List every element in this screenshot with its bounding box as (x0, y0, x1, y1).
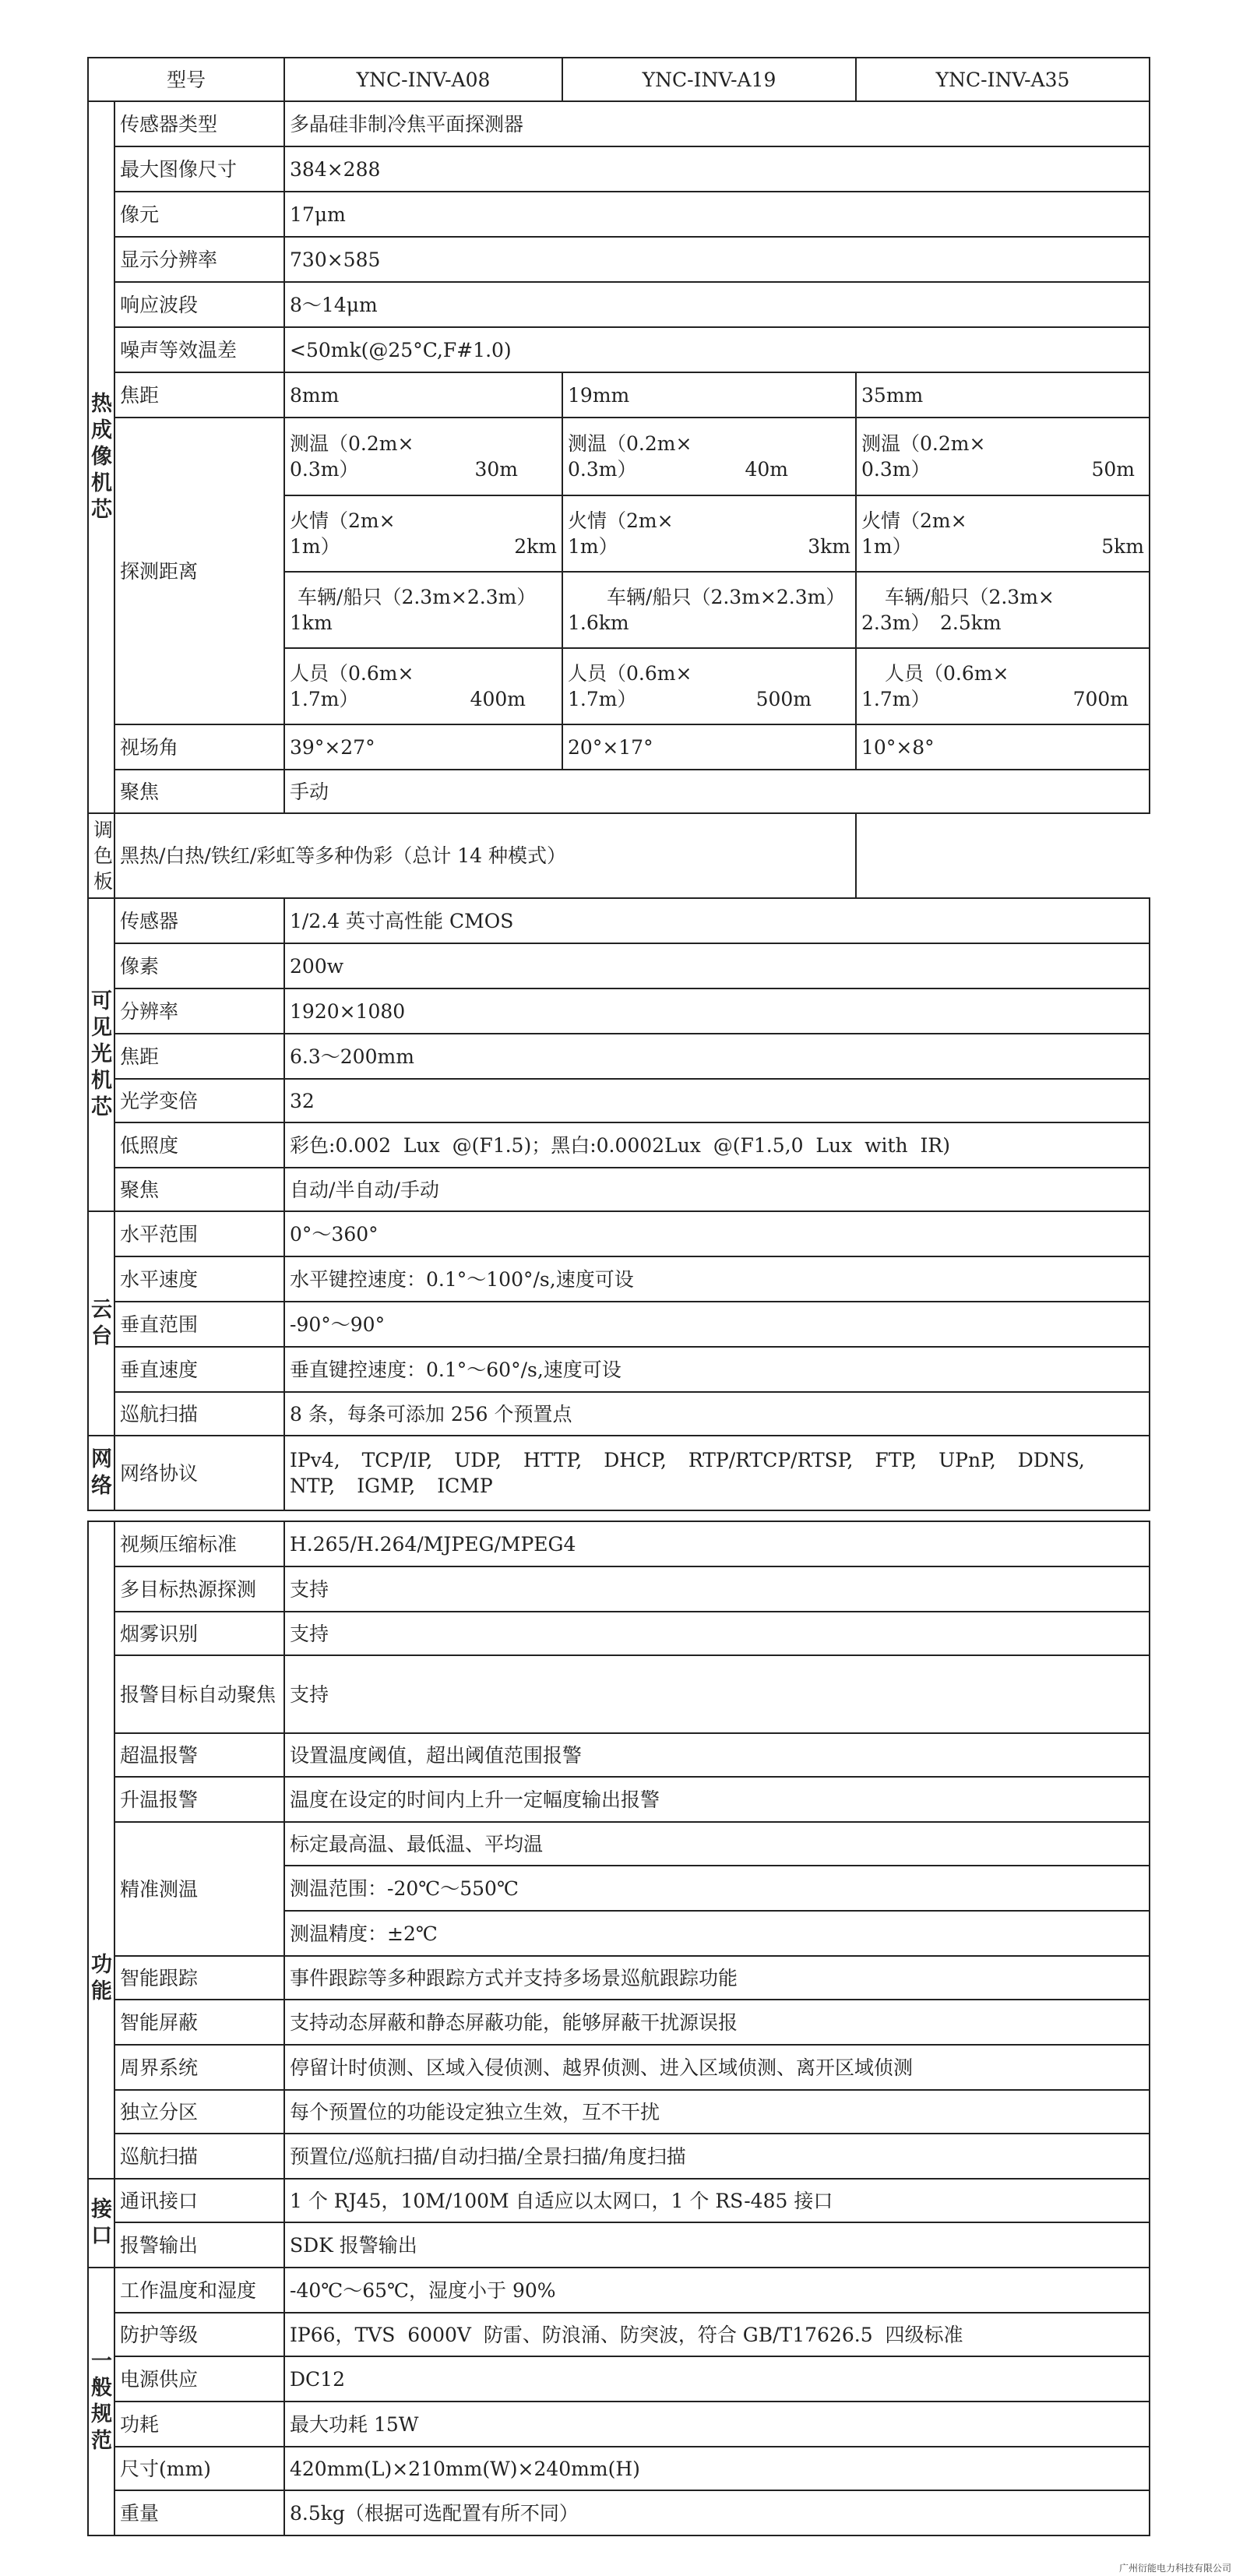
value-sensor-type: 多晶硅非制冷焦平面探测器 (284, 101, 1150, 146)
detect-temp-a19: 测温（0.2m× 0.3m） 40m (562, 418, 856, 495)
value-visible-sensor: 1/2.4 英寸高性能 CMOS (284, 898, 1150, 943)
label-ptz-cruise: 巡航扫描 (114, 1392, 284, 1436)
value-band: 8～14μm (284, 282, 1150, 327)
label-env: 工作温度和湿度 (114, 2268, 284, 2313)
value-smoke: 支持 (284, 1612, 1150, 1655)
label-network-protocol: 网络协议 (114, 1436, 284, 1510)
model-a19: YNC-INV-A19 (562, 58, 856, 101)
value-visible-resolution: 1920×1080 (284, 988, 1150, 1034)
label-autofocus: 报警目标自动聚焦 (114, 1655, 284, 1733)
label-h-speed: 水平速度 (114, 1256, 284, 1302)
detect-person-a08: 人员（0.6m× 1.7m） 400m (284, 648, 562, 724)
value-fov-a19: 20°×17° (562, 724, 856, 770)
value-size: 420mm(L)×210mm(W)×240mm(H) (284, 2447, 1150, 2490)
value-compress: H.265/H.264/MJPEG/MPEG4 (284, 1521, 1150, 1566)
value-over-temp: 设置温度阈值，超出阈值范围报警 (284, 1733, 1150, 1777)
section-general: 一般规范 (88, 2268, 114, 2535)
label-tracking: 智能跟踪 (114, 1956, 284, 2000)
value-focal-a19: 19mm (562, 372, 856, 418)
value-focal-a35: 35mm (856, 372, 1150, 418)
spec-table-bottom (87, 1521, 1150, 2536)
value-alarm-output: SDK 报警输出 (284, 2222, 1150, 2268)
model-a35: YNC-INV-A35 (856, 58, 1150, 101)
detect-person-a35: 人员（0.6m× 1.7m） 700m (856, 648, 1150, 724)
value-h-speed: 水平键控速度：0.1°～100°/s,速度可设 (284, 1256, 1150, 1302)
value-v-range: -90°～90° (284, 1302, 1150, 1347)
label-max-image: 最大图像尺寸 (114, 146, 284, 192)
value-fov-a35: 10°×8° (856, 724, 1150, 770)
label-visible-focal: 焦距 (114, 1034, 284, 1079)
detect-vehicle-a19: 车辆/船只（2.3m×2.3m） 1.6km (562, 572, 856, 648)
label-zone: 独立分区 (114, 2090, 284, 2134)
spec-table-top (87, 57, 1150, 1511)
value-autofocus: 支持 (284, 1655, 1150, 1733)
value-network-protocol: IPv4, TCP/IP, UDP, HTTP, DHCP, RTP/RTCP/RTSP, FTP, UPnP, DDNS, NTP, IGMP, ICMP (284, 1436, 1150, 1510)
value-palette: 黑热/白热/铁红/彩虹等多种伪彩（总计 14 种模式） (114, 813, 856, 898)
label-comm: 通讯接口 (114, 2179, 284, 2222)
value-display-res: 730×585 (284, 237, 1150, 282)
value-power: DC12 (284, 2356, 1150, 2402)
detect-vehicle-a35: 车辆/船只（2.3m× 2.3m） 2.5km (856, 572, 1150, 648)
value-visible-lux: 彩色:0.002 Lux @(F1.5)；黑白:0.0002Lux @(F1.5,0 Lux with IR) (284, 1122, 1150, 1168)
value-netd: <50mk(@25°C,F#1.0) (284, 327, 1150, 372)
value-precise-temp-2: 测温范围：-20℃～550℃ (284, 1866, 1150, 1911)
value-thermal-focus: 手动 (284, 770, 1150, 813)
detect-fire-a35: 火情（2m× 1m） 5km (856, 495, 1150, 572)
detect-fire-a19: 火情（2m× 1m） 3km (562, 495, 856, 572)
label-visible-focus: 聚焦 (114, 1168, 284, 1211)
detect-person-a19: 人员（0.6m× 1.7m） 500m (562, 648, 856, 724)
label-sensor-type: 传感器类型 (114, 101, 284, 146)
value-consumption: 最大功耗 15W (284, 2402, 1150, 2447)
label-size: 尺寸(mm) (114, 2447, 284, 2490)
label-alarm-output: 报警输出 (114, 2222, 284, 2268)
value-shield: 支持动态屏蔽和静态屏蔽功能，能够屏蔽干扰源误报 (284, 2000, 1150, 2045)
value-ptz-cruise: 8 条，每条可添加 256 个预置点 (284, 1392, 1150, 1436)
section-ptz: 云台 (88, 1211, 114, 1436)
value-pixel: 17μm (284, 192, 1150, 237)
label-palette: 调色板 (88, 813, 114, 898)
header-row (88, 58, 1150, 101)
company-footer: 广州衍能电力科技有限公司 (1118, 2563, 1231, 2574)
label-h-range: 水平范围 (114, 1211, 284, 1256)
label-consumption: 功耗 (114, 2402, 284, 2447)
label-protect: 防护等级 (114, 2313, 284, 2356)
label-perimeter: 周界系统 (114, 2045, 284, 2090)
label-band: 响应波段 (114, 282, 284, 327)
label-function-cruise: 巡航扫描 (114, 2134, 284, 2179)
value-env: -40℃～65℃，湿度小于 90% (284, 2268, 1150, 2313)
label-v-range: 垂直范围 (114, 1302, 284, 1347)
section-visible: 可见光机芯 (88, 898, 114, 1211)
label-compress: 视频压缩标准 (114, 1521, 284, 1566)
value-precise-temp-1: 标定最高温、最低温、平均温 (284, 1822, 1150, 1866)
label-visible-zoom: 光学变倍 (114, 1079, 284, 1122)
value-visible-pixels: 200w (284, 943, 1150, 988)
value-perimeter: 停留计时侦测、区域入侵侦测、越界侦测、进入区域侦测、离开区域侦测 (284, 2045, 1150, 2090)
label-power: 电源供应 (114, 2356, 284, 2402)
value-zone: 每个预置位的功能设定独立生效，互不干扰 (284, 2090, 1150, 2134)
label-visible-sensor: 传感器 (114, 898, 284, 943)
section-network: 网络 (88, 1436, 114, 1510)
model-a08: YNC-INV-A08 (284, 58, 562, 101)
label-netd: 噪声等效温差 (114, 327, 284, 372)
value-comm: 1 个 RJ45，10M/100M 自适应以太网口，1 个 RS-485 接口 (284, 2179, 1150, 2222)
value-weight: 8.5kg（根据可选配置有所不同） (284, 2490, 1150, 2535)
section-thermal: 热成像机芯 (88, 101, 114, 813)
value-visible-focal: 6.3～200mm (284, 1034, 1150, 1079)
label-smoke: 烟雾识别 (114, 1612, 284, 1655)
value-h-range: 0°～360° (284, 1211, 1150, 1256)
detect-fire-a08: 火情（2m× 1m） 2km (284, 495, 562, 572)
label-visible-pixels: 像素 (114, 943, 284, 988)
value-rise-temp: 温度在设定的时间内上升一定幅度输出报警 (284, 1777, 1150, 1822)
value-v-speed: 垂直键控速度：0.1°～60°/s,速度可设 (284, 1347, 1150, 1392)
value-precise-temp-3: 测温精度：±2℃ (284, 1911, 1150, 1956)
value-protect: IP66，TVS 6000V 防雷、防浪涌、防突波，符合 GB/T17626.5 四级标准 (284, 2313, 1150, 2356)
section-interface: 接口 (88, 2179, 114, 2268)
label-v-speed: 垂直速度 (114, 1347, 284, 1392)
value-focal-a08: 8mm (284, 372, 562, 418)
label-rise-temp: 升温报警 (114, 1777, 284, 1822)
label-weight: 重量 (114, 2490, 284, 2535)
value-max-image: 384×288 (284, 146, 1150, 192)
label-shield: 智能屏蔽 (114, 2000, 284, 2045)
label-visible-lux: 低照度 (114, 1122, 284, 1168)
detect-vehicle-a08: 车辆/船只（2.3m×2.3m） 1km (284, 572, 562, 648)
value-function-cruise: 预置位/巡航扫描/自动扫描/全景扫描/角度扫描 (284, 2134, 1150, 2179)
model-header: 型号 (88, 58, 284, 101)
value-visible-focus: 自动/半自动/手动 (284, 1168, 1150, 1211)
label-pixel: 像元 (114, 192, 284, 237)
value-visible-zoom: 32 (284, 1079, 1150, 1122)
label-thermal-focus: 聚焦 (114, 770, 284, 813)
value-tracking: 事件跟踪等多种跟踪方式并支持多场景巡航跟踪功能 (284, 1956, 1150, 2000)
label-multi-target: 多目标热源探测 (114, 1566, 284, 1612)
spec-sheet (87, 57, 1149, 2536)
value-multi-target: 支持 (284, 1566, 1150, 1612)
label-focal: 焦距 (114, 372, 284, 418)
label-detect-distance: 探测距离 (114, 418, 284, 724)
detect-temp-a08: 测温（0.2m× 0.3m） 30m (284, 418, 562, 495)
label-visible-resolution: 分辨率 (114, 988, 284, 1034)
label-precise-temp: 精准测温 (114, 1822, 284, 1956)
value-fov-a08: 39°×27° (284, 724, 562, 770)
label-fov: 视场角 (114, 724, 284, 770)
label-display-res: 显示分辨率 (114, 237, 284, 282)
detect-temp-a35: 测温（0.2m× 0.3m） 50m (856, 418, 1150, 495)
label-over-temp: 超温报警 (114, 1733, 284, 1777)
section-function: 功能 (88, 1521, 114, 2179)
